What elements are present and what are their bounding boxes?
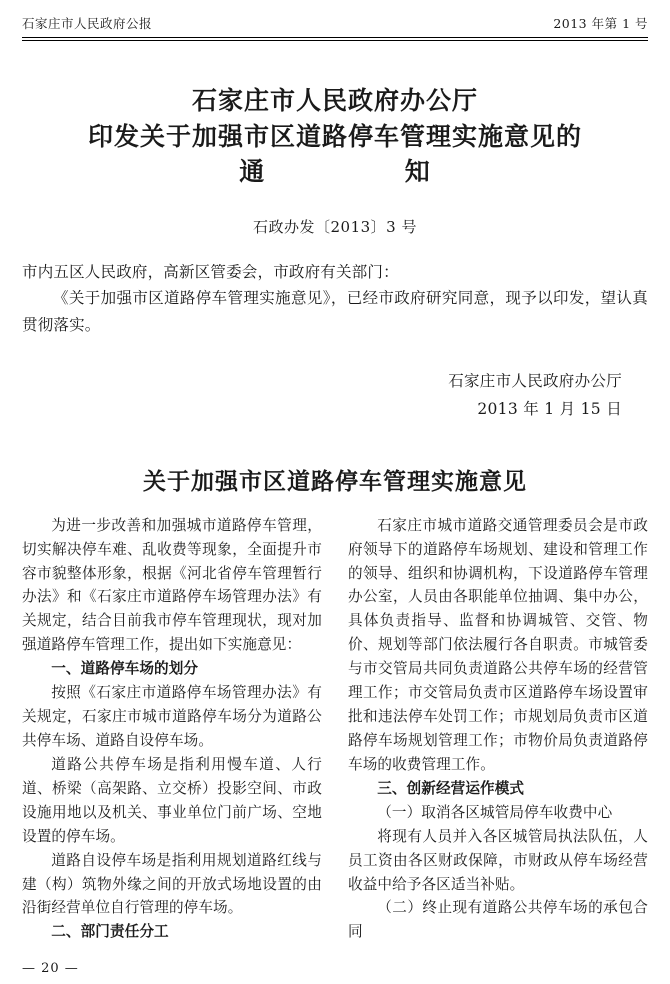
- paragraph: 石家庄市城市道路交通管理委员会是市政府领导下的道路停车场规划、建设和管理工作的领导、组织和协调机构，下设道路停车管理办公室，人员由各职能单位抽调、集中办公，具体负责指导、监督和协调城管、交管、物价、规划等部门依法履行各自职责。市城管委与市交管局共同负责道路公共停车场的经营管理工作；市交管局负责市区道路停车场设置审批和违法停车处罚工作；市规划局负责市区道路停车场规划管理工作；市物价局负责道路停车场的收费管理工作。: [348, 516, 648, 773]
- signature-organization: 石家庄市人民政府办公厅: [448, 372, 622, 391]
- running-header-left: 石家庄市人民政府公报: [22, 16, 153, 31]
- paragraph: 按照《石家庄市道路停车场管理办法》有关规定，石家庄市城市道路停车场分为道路公共停车场、道路自设停车场。: [22, 684, 322, 750]
- paragraph: 三、创新经营运作模式: [377, 779, 525, 797]
- intro-paragraph: 《关于加强市区道路停车管理实施意见》，已经市政府研究同意，现予以印发，望认真贯彻落实。: [22, 289, 648, 334]
- column-right: [348, 514, 648, 945]
- paragraph: 一、道路停车场的划分: [51, 660, 199, 678]
- paragraph: 道路自设停车场是指利用规划道路红线与建（构）筑物外缘之间的开放式场地设置的由沿街经营单位自行管理的停车场。: [22, 851, 322, 917]
- paragraph: 二、部门责任分工: [51, 923, 169, 941]
- header-rule-thin: [22, 40, 648, 41]
- column-left: [22, 514, 322, 945]
- signature-date: 2013 年 1 月 15 日: [477, 399, 622, 418]
- title-line-1: 石家庄市人民政府办公厅: [191, 86, 478, 115]
- paragraph: 将现有人员并入各区城管局执法队伍，人员工资由各区财政保障，市财政从停车场经营收益中给予各区适当补贴。: [348, 827, 648, 893]
- running-header-right: 2013 年第 1 号: [553, 16, 648, 31]
- two-column-body: [22, 514, 648, 945]
- addressee-line: 市内五区人民政府，高新区管委会，市政府有关部门：: [22, 262, 399, 281]
- paragraph: 为进一步改善和加强城市道路停车管理，切实解决停车难、乱收费等现象，全面提升市容市貌整体形象，根据《河北省停车管理暂行办法》和《石家庄市道路停车场管理办法》有关规定，结合目前我市停车管理现状，现对加强道路停车管理工作，提出如下实施意见：: [22, 516, 322, 654]
- page-number: — 20 —: [22, 961, 79, 976]
- title-line-3: [22, 154, 648, 190]
- running-header: [22, 14, 648, 37]
- header-rule-thick: [22, 37, 648, 38]
- title-line-3-a: 通: [239, 157, 266, 186]
- paragraph: （一）取消各区城管局停车收费中心: [377, 803, 613, 821]
- section-heading: 关于加强市区道路停车管理实施意见: [143, 467, 527, 495]
- title-line-3-b: 知: [404, 157, 431, 186]
- document-number: 石政办发〔2013〕3 号: [253, 217, 417, 236]
- paragraph: 道路公共停车场是指利用慢车道、人行道、桥梁（高架路、立交桥）投影空间、市政设施用地以及机关、事业单位门前广场、空地设置的停车场。: [22, 755, 322, 845]
- document-title: [22, 83, 648, 190]
- title-line-2: 印发关于加强市区道路停车管理实施意见的: [87, 121, 582, 151]
- signature-block: [22, 368, 648, 422]
- paragraph: （二）终止现有道路公共停车场的承包合同: [348, 899, 648, 941]
